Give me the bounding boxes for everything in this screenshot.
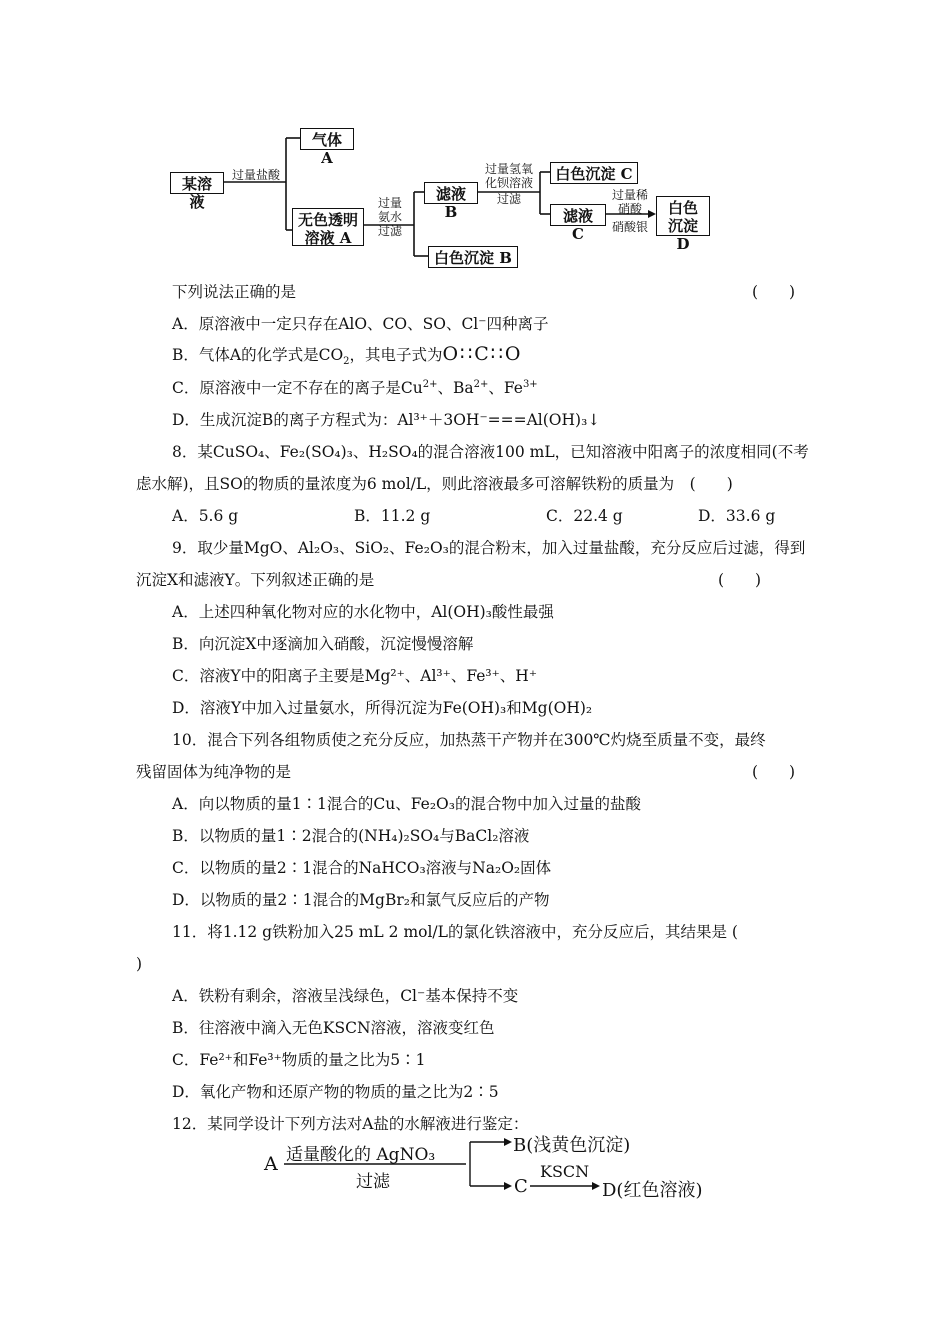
q12-salt-a: A (264, 1153, 278, 1175)
q11-option-c: C．Fe²⁺和Fe³⁺物质的量之比为5∶1 (172, 1051, 426, 1069)
q8-option-d: D．33.6 g (698, 507, 776, 525)
q8-option-c: C．22.4 g (546, 507, 623, 525)
q12-product-b: B(浅黄色沉淀) (513, 1135, 631, 1156)
step2-line2: 氨水 (377, 210, 402, 224)
q7-option-d: D．生成沉淀B的离子方程式为：Al³⁺＋3OH⁻===Al(OH)₃↓ (172, 411, 601, 429)
q10-option-a: A．向以物质的量1∶1混合的Cu、Fe₂O₃的混合物中加入过量的盐酸 (172, 795, 641, 813)
q7-stem: 下列说法正确的是 (172, 283, 297, 301)
q8-line2: 虑水解)，且SO的物质的量浓度为6 mol/L，则此溶液最多可溶解铁粉的质量为 ( ) (136, 475, 733, 493)
q9-option-c: C．溶液Y中的阳离子主要是Mg²⁺、Al³⁺、Fe³⁺、H⁺ (172, 667, 538, 685)
q12-filtrate-c: C (514, 1176, 528, 1197)
q11-option-a: A．铁粉有剩余，溶液呈浅绿色，Cl⁻基本保持不变 (172, 987, 519, 1005)
q12-filter-label: 过滤 (356, 1172, 390, 1192)
q8-option-b: B．11.2 g (354, 507, 431, 525)
q9-option-b: B．向沉淀X中逐滴加入硝酸，沉淀慢慢溶解 (172, 635, 474, 653)
precipitate-c-box: 白色沉淀 C (550, 162, 638, 184)
q7-option-b: B．气体A的化学式是$CO_2$，其电子式为O∷C∷O (172, 343, 523, 368)
step-ammonia-label (370, 196, 410, 238)
filtrate-b-box: 滤液 B (424, 182, 478, 204)
step3-line1: 过量氢氧 (484, 162, 533, 176)
step4-line1: 过量稀 (611, 188, 648, 202)
q7-c-pre: C．原溶液中一定不存在的离子是Cu (172, 379, 423, 397)
step3-line2: 化钡溶液 (484, 176, 533, 190)
q7-option-c: C．原溶液中一定不存在的离子是$Cu^{2+}$、$Ba^{2+}$、$Fe^{3+}$ (172, 378, 538, 397)
step4-line3: 硝酸银 (611, 220, 648, 234)
q9-line1: 9．取少量MgO、Al₂O₃、SiO₂、Fe₂O₃的混合粉末，加入过量盐酸，充分反应后过滤，得到 (172, 539, 806, 557)
q11-line1: 11．将1.12 g铁粉加入25 mL 2 mol/L的氯化铁溶液中，充分反应后，其结果是 ( (172, 923, 738, 941)
q10-line2: 残留固体为纯净物的是 (136, 763, 292, 781)
q12-line1: 12．某同学设计下列方法对A盐的水解液进行鉴定： (172, 1115, 529, 1133)
start-solution-box: 某溶液 (170, 172, 224, 194)
q12-kscn-label: KSCN (540, 1162, 590, 1181)
q12-product-d: D(红色溶液) (602, 1180, 703, 1201)
q10-line1: 10．混合下列各组物质使之充分反应，加热蒸干产物并在300℃灼烧至质量不变，最终 (172, 731, 766, 749)
solution-a-line1: 无色透明 (297, 211, 358, 229)
step-baoh2-label (478, 162, 540, 206)
q9-option-a: A．上述四种氧化物对应的水化物中，Al(OH)₃酸性最强 (172, 603, 554, 621)
precipitate-d-box (656, 196, 710, 253)
solution-a-box (292, 208, 364, 246)
q7-option-a: A．原溶液中一定只存在AlO、CO、SO、Cl⁻四种离子 (172, 315, 549, 333)
filtrate-c-box: 滤液 C (550, 204, 606, 226)
q8-option-a: A．5.6 g (172, 507, 239, 525)
precip-d-line2: 沉淀 D (667, 217, 698, 253)
q11-option-b: B．往溶液中滴入无色KSCN溶液，溶液变红色 (172, 1019, 495, 1037)
gas-a-box: 气体 A (300, 128, 354, 150)
q7-b-mid: ，其电子式为 (349, 346, 443, 364)
q9-option-d: D．溶液Y中加入过量氨水，所得沉淀为Fe(OH)₃和Mg(OH)₂ (172, 699, 593, 717)
q7-answer-paren: ( ) (752, 283, 796, 301)
q10-option-b: B．以物质的量1∶2混合的(NH₄)₂SO₄与BaCl₂溶液 (172, 827, 530, 845)
q8-line1: 8．某CuSO₄、Fe₂(SO₄)₃、H₂SO₄的混合溶液100 mL，已知溶液中阳离子的浓度相同(不考 (172, 443, 809, 461)
q10-option-c: C．以物质的量2∶1混合的NaHCO₃溶液与Na₂O₂固体 (172, 859, 552, 877)
step-agno3-label (606, 188, 654, 234)
q7-b-pre: B．气体A的化学式是CO (172, 346, 344, 364)
solution-a-line2: 溶液 A (304, 229, 352, 247)
q11-option-d: D．氧化产物和还原产物的物质的量之比为2∶5 (172, 1083, 499, 1101)
q7-electron-formula: O∷C∷O (442, 343, 523, 365)
q9-line2: 沉淀X和滤液Y。下列叙述正确的是 (136, 571, 375, 589)
q9-answer-paren: ( ) (718, 571, 762, 589)
q7-c-mid1: 、Ba (437, 379, 474, 397)
step2-line1: 过量 (377, 196, 402, 210)
precip-d-line1: 白色 (667, 199, 698, 217)
q12-reagent-label: 适量酸化的 AgNO₃ (286, 1145, 436, 1165)
precipitate-b-box: 白色沉淀 B (428, 246, 518, 268)
q7-c-mid2: 、Fe (488, 379, 523, 397)
step4-line2: 硝酸 (617, 202, 642, 216)
q10-option-d: D．以物质的量2∶1混合的MgBr₂和氯气反应后的产物 (172, 891, 550, 909)
step3-line3: 过滤 (496, 192, 521, 206)
q10-answer-paren: ( ) (752, 763, 796, 781)
q11-line2: ) (136, 955, 143, 973)
step-hcl-label: 过量盐酸 (231, 168, 280, 182)
step2-line3: 过滤 (377, 224, 402, 238)
